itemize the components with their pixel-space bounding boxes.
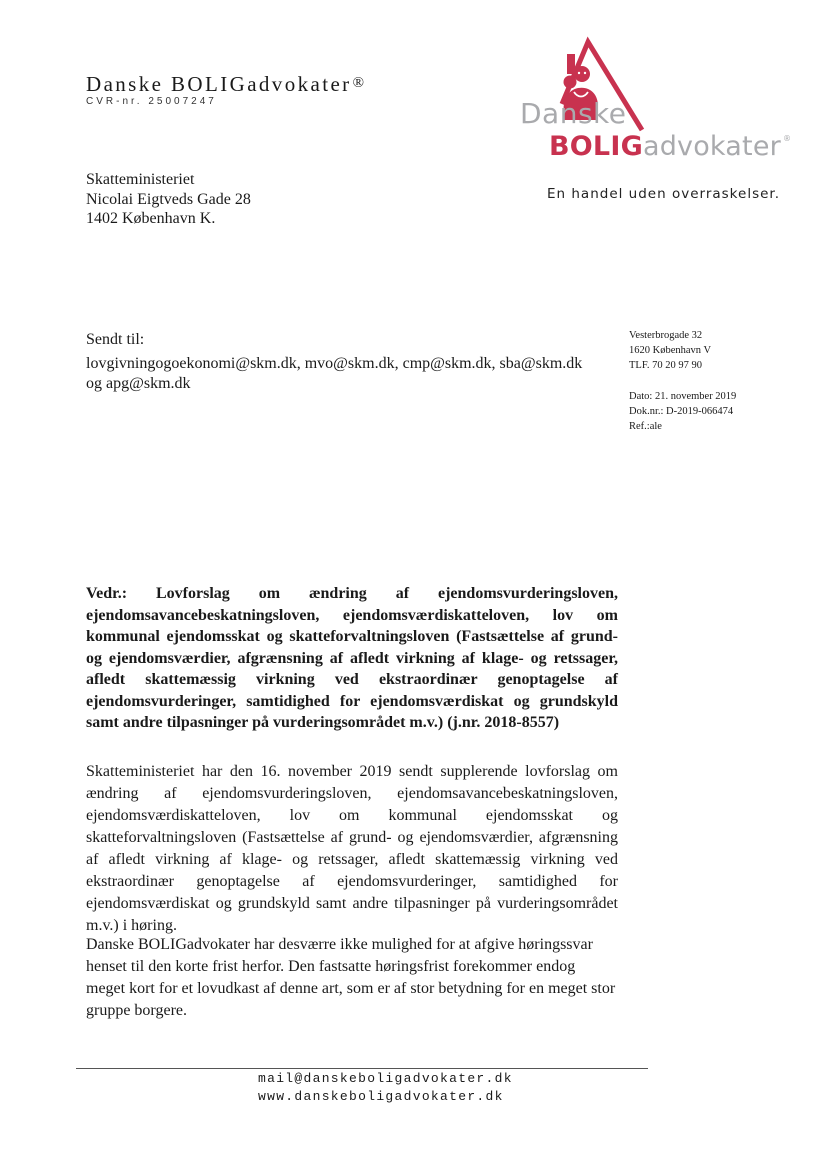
registered-mark: ®	[352, 75, 367, 91]
cvr-number: CVR-nr. 25007247	[86, 96, 217, 107]
sent-to-label: Sendt til:	[86, 331, 145, 348]
logo-word-danske: Danske	[520, 97, 627, 130]
logo-advokater: advokater	[642, 131, 781, 162]
recipient-address	[86, 170, 251, 229]
document-meta	[629, 389, 736, 434]
sent-to-email-line: og apg@skm.dk	[86, 375, 191, 392]
sender-phone: TLF. 70 20 97 90	[629, 360, 702, 371]
footer-divider	[76, 1068, 648, 1069]
firm-name-text: Danske BOLIGadvokater	[86, 72, 352, 96]
logo-tagline: En handel uden overraskelser.	[547, 186, 781, 202]
footer-website: www.danskeboligadvokater.dk	[258, 1089, 504, 1104]
body-paragraph: Danske BOLIGadvokater har desværre ikke mulighed for at afgive høringssvar henset til den korte frist herfor. Den fastsatte høringsfrist forekommer endog meget kort for et lovudkast af denne art, som er af stor betydning for en meget stor gruppe borgere.	[86, 936, 616, 1019]
footer-email: mail@danskeboligadvokater.dk	[258, 1071, 513, 1086]
recipient-street: Nicolai Eigtveds Gade 28	[86, 190, 251, 208]
recipient-name: Skatteministeriet	[86, 171, 195, 188]
sent-to-emails	[86, 354, 616, 394]
document-date: Dato: 21. november 2019	[629, 391, 737, 402]
body-paragraph: Skatteministeriet har den 16. november 2019 sendt supplerende lovforslag om ændring af ejendomsvurderingsloven, ejendomsavancebeskatningsloven, ejendomsværdiskatteloven, lov om kommunal ejendomsskat og skatteforvaltningsloven (Fastsættelse af grund- og ejendomsværdier, afgrænsning af afledt virkning af klage- og retssager, afledt skattemæssig virkning ved ekstraordinær genoptagelse af ejendomsvurderinger, samtidighed for ejendomsværdiskat og grundskyld samt andre tilpasninger på vurderingsområdet m.v.) i høring.	[86, 763, 618, 934]
letterhead-firm-name	[86, 72, 366, 97]
sender-street: Vesterbrogade 32	[629, 330, 703, 341]
letter-subject: Vedr.: Lovforslag om ændring af ejendomsvurderingsloven, ejendomsavancebeskatningsloven, ejendomsværdiskatteloven, lov om kommunal ejendomsskat og skatteforvaltningsloven (Fastsættelse af grund- og ejendomsværdier, afgrænsning af afledt virkning af klage- og retssager, afledt skattemæssig virkning ved ekstraordinær genoptagelse af ejendomsvurderinger, samtidighed for ejendomsværdiskat og grundskyld samt andre tilpasninger på vurderingsområdet m.v.) (j.nr. 2018-8557)	[86, 585, 618, 731]
logo-word-boligadvokater	[549, 133, 791, 160]
document-reference: Ref.:ale	[629, 421, 662, 432]
logo-bolig: BOLIG	[549, 131, 643, 162]
recipient-city: 1402 København K.	[86, 210, 216, 227]
logo-trademark: ®	[782, 134, 792, 143]
sender-address	[629, 328, 711, 373]
document-number: Dok.nr.: D-2019-066474	[629, 406, 734, 417]
footer-contact	[258, 1070, 513, 1106]
sender-city: 1620 København V	[629, 345, 712, 356]
sent-to-email-line: lovgivningogoekonomi@skm.dk, mvo@skm.dk, cmp@skm.dk, sba@skm.dk	[86, 355, 583, 372]
